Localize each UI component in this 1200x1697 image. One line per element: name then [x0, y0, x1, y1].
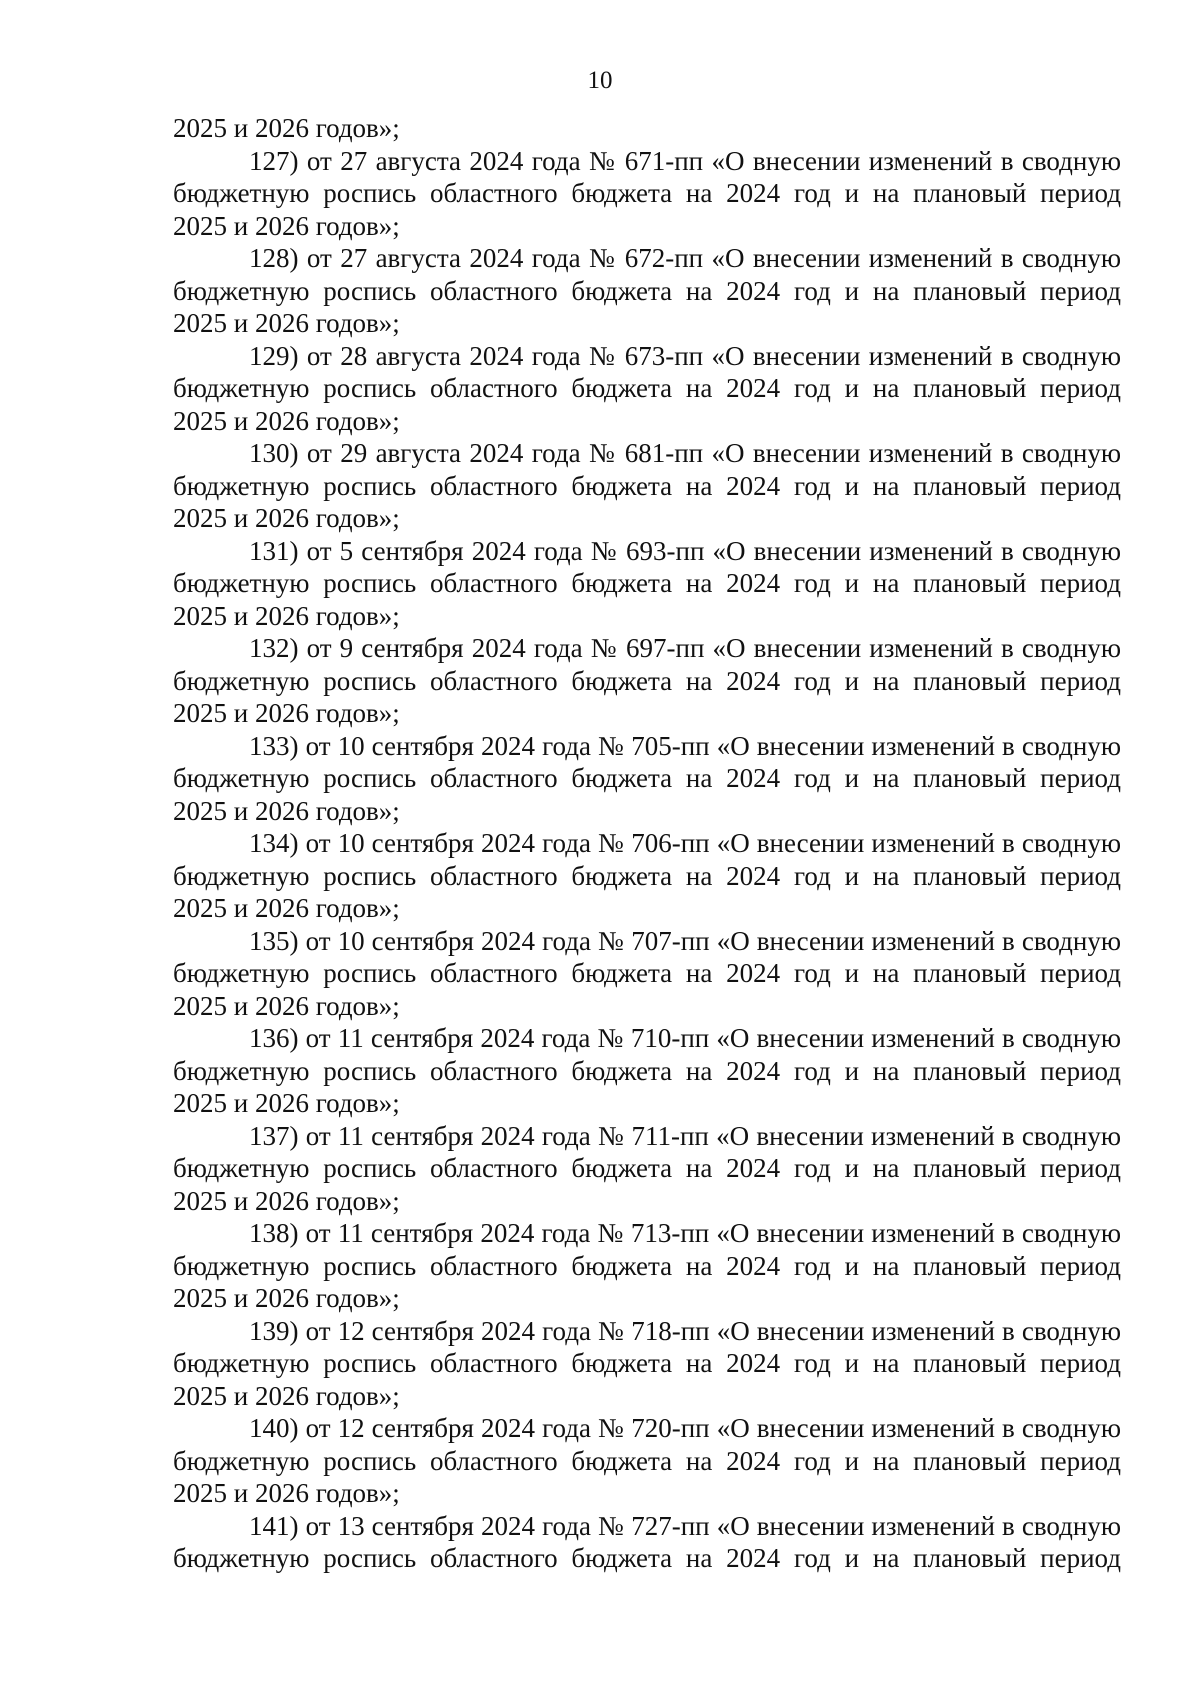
list-item-first-line: 132) от 9 сентября 2024 года № 697-пп «О внесении изменений в сводную — [249, 633, 1121, 663]
list-item-second-line: бюджетную роспись областного бюджета на 2024 год и на плановый период — [173, 470, 1121, 501]
list-item-third-line: 2025 и 2026 годов»; — [173, 1283, 400, 1313]
list-item — [173, 1412, 1121, 1510]
list-item-third-line: 2025 и 2026 годов»; — [173, 1088, 400, 1118]
list-item — [173, 437, 1121, 535]
list-item-second-line: бюджетную роспись областного бюджета на 2024 год и на плановый период — [173, 665, 1121, 696]
list-item-third-line: 2025 и 2026 годов»; — [173, 1478, 400, 1508]
list-item-first-line: 141) от 13 сентября 2024 года № 727-пп «О внесении изменений в сводную — [249, 1510, 1121, 1541]
list-item-third-line: 2025 и 2026 годов»; — [173, 698, 400, 728]
list-item-second-line: бюджетную роспись областного бюджета на 2024 год и на плановый период — [173, 763, 1121, 793]
list-item-third-line: 2025 и 2026 годов»; — [173, 990, 400, 1021]
list-item-first-line: 129) от 28 августа 2024 года № 673-пп «О внесении изменений в сводную — [249, 340, 1121, 371]
list-item-third-line: 2025 и 2026 годов»; — [173, 600, 400, 631]
list-item-second-line: бюджетную роспись областного бюджета на 2024 год и на плановый период — [173, 373, 1121, 403]
list-item-first-line: 133) от 10 сентября 2024 года № 705-пп «О внесении изменений в сводную — [249, 730, 1121, 761]
list-item-second-line: бюджетную роспись областного бюджета на 2024 год и на плановый период — [173, 568, 1121, 598]
list-item-second-line: бюджетную роспись областного бюджета на 2024 год и на плановый период — [173, 1348, 1121, 1378]
list-item-first-line: 130) от 29 августа 2024 года № 681-пп «О внесении изменений в сводную — [249, 438, 1121, 468]
list-item-third-line: 2025 и 2026 годов»; — [173, 503, 400, 533]
list-item-third-line: 2025 и 2026 годов»; — [173, 308, 400, 338]
list-item — [173, 1217, 1121, 1315]
document-body — [173, 112, 1121, 1575]
list-item-first-line: 139) от 12 сентября 2024 года № 718-пп «О внесении изменений в сводную — [249, 1315, 1121, 1346]
list-item-first-line: 134) от 10 сентября 2024 года № 706-пп «О внесении изменений в сводную — [249, 828, 1121, 858]
list-item — [173, 730, 1121, 828]
list-item-second-line: бюджетную роспись областного бюджета на 2024 год и на плановый период — [173, 860, 1121, 891]
list-item — [173, 827, 1121, 925]
list-item-second-line: бюджетную роспись областного бюджета на 2024 год и на плановый период — [173, 275, 1121, 306]
list-item-third-line: 2025 и 2026 годов»; — [173, 1380, 400, 1411]
list-item-second-line: бюджетную роспись областного бюджета на 2024 год и на плановый период — [173, 958, 1121, 988]
list-item — [173, 145, 1121, 243]
list-item — [173, 632, 1121, 730]
list-item — [173, 1120, 1121, 1218]
list-item — [173, 242, 1121, 340]
list-item-third-line: 2025 и 2026 годов»; — [173, 893, 400, 923]
list-item — [173, 340, 1121, 438]
list-item-first-line: 138) от 11 сентября 2024 года № 713-пп «О внесении изменений в сводную — [249, 1218, 1121, 1248]
list-item-second-line: бюджетную роспись областного бюджета на 2024 год и на плановый период — [173, 1445, 1121, 1476]
lead-line: 2025 и 2026 годов»; — [173, 113, 400, 143]
list-item — [173, 1315, 1121, 1413]
list-item-second-line: бюджетную роспись областного бюджета на 2024 год и на плановый период — [173, 1543, 1121, 1573]
list-item-first-line: 131) от 5 сентября 2024 года № 693-пп «О внесении изменений в сводную — [249, 535, 1121, 566]
list-item-third-line: 2025 и 2026 годов»; — [173, 405, 400, 436]
list-item-third-line: 2025 и 2026 годов»; — [173, 795, 400, 826]
list-item-first-line: 135) от 10 сентября 2024 года № 707-пп «О внесении изменений в сводную — [249, 925, 1121, 956]
list-item-third-line: 2025 и 2026 годов»; — [173, 1185, 400, 1216]
list-item — [173, 535, 1121, 633]
list-item — [173, 1022, 1121, 1120]
list-item-first-line: 137) от 11 сентября 2024 года № 711-пп «О внесении изменений в сводную — [249, 1120, 1121, 1151]
list-item-second-line: бюджетную роспись областного бюджета на 2024 год и на плановый период — [173, 1153, 1121, 1183]
list-item-first-line: 140) от 12 сентября 2024 года № 720-пп «О внесении изменений в сводную — [249, 1413, 1121, 1443]
list-item-first-line: 127) от 27 августа 2024 года № 671-пп «О внесении изменений в сводную — [249, 145, 1121, 176]
list-item-first-line: 128) от 27 августа 2024 года № 672-пп «О внесении изменений в сводную — [249, 243, 1121, 273]
list-item — [173, 925, 1121, 1023]
list-item-second-line: бюджетную роспись областного бюджета на 2024 год и на плановый период — [173, 1055, 1121, 1086]
list-item-first-line: 136) от 11 сентября 2024 года № 710-пп «О внесении изменений в сводную — [249, 1023, 1121, 1053]
list-item-second-line: бюджетную роспись областного бюджета на 2024 год и на плановый период — [173, 1250, 1121, 1281]
page-number: 10 — [587, 67, 613, 94]
list-item-second-line: бюджетную роспись областного бюджета на 2024 год и на плановый период — [173, 178, 1121, 208]
item-list — [173, 145, 1121, 1575]
list-item — [173, 1510, 1121, 1575]
list-item-third-line: 2025 и 2026 годов»; — [173, 210, 400, 241]
